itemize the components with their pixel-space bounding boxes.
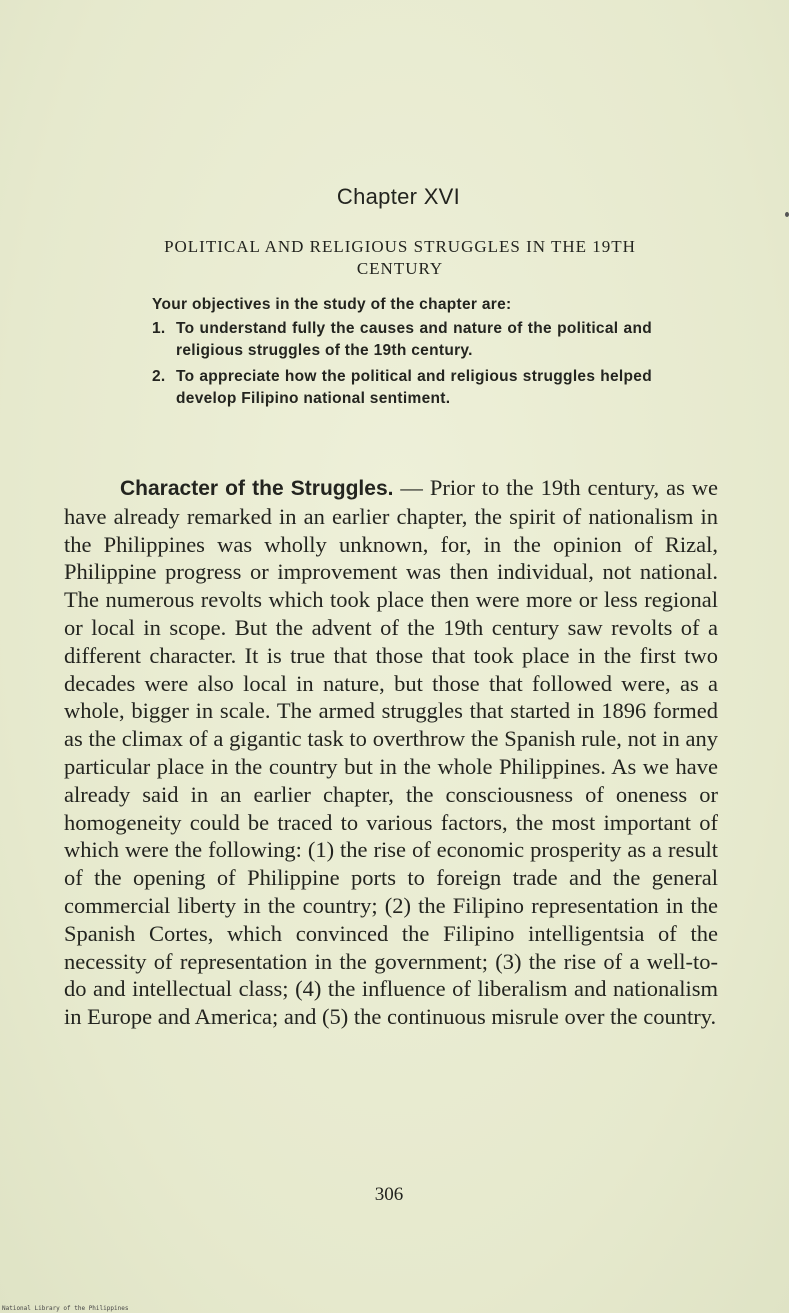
objective-text: To understand fully the causes and nature of the political and religious struggles of the 19th century. <box>176 320 652 359</box>
paragraph-text: — Prior to the 19th century, as we have already remarked in an earlier chapter, the spirit of nationalism in the Philippines was wholly unknown, for, in the opinion of Rizal, Philippine progress or improvement was then individual, not national. The numerous revolts which took place then were more or less regional or local in scope. But the advent of the 19th century saw revolts of a different character. It is true that those that took place in the first two decades were also local in nature, but those that followed were, as a whole, bigger in scale. The armed struggles that started in 1896 formed as the climax of a gigantic task to overthrow the Spanish rule, not in any particular place in the country but in the whole Philippines. As we have already said in an earlier chapter, the consciousness of oneness or homogeneity could be traced to various factors, the most important of which were the following: (1) the rise of economic prosperity as a result of the opening of Philippine ports to foreign trade and the general commercial liberty in the country; (2) the Filipino representation in the Spanish Cortes, which convinced the Filipino intelligentsia of the necessity of representation in the government; (3) the rise of a well-to-do and intellectual class; (4) the influence of liberalism and nationalism in Europe and America; and (5) the continuous misrule over the country. <box>64 475 718 1030</box>
section-title: POLITICAL AND RELIGIOUS STRUGGLES IN THE 19TH CENTURY <box>164 237 636 278</box>
body-paragraph <box>64 474 718 1031</box>
run-in-heading: Character of the Struggles. <box>120 477 394 500</box>
objective-item <box>152 366 652 410</box>
dust-speck <box>785 212 789 217</box>
objective-number: 2. <box>152 368 166 385</box>
library-credit: National Library of the Philippines <box>2 1305 129 1312</box>
chapter-title: Chapter XVI <box>336 184 461 209</box>
objective-text: To appreciate how the political and religious struggles helped develop Filipino national sentiment. <box>176 368 652 407</box>
objective-item <box>152 318 652 362</box>
objectives-block <box>152 294 652 414</box>
page-number: 306 <box>374 1184 404 1205</box>
objectives-intro: Your objectives in the study of the chapter are: <box>152 296 512 313</box>
objective-number: 1. <box>152 320 166 337</box>
